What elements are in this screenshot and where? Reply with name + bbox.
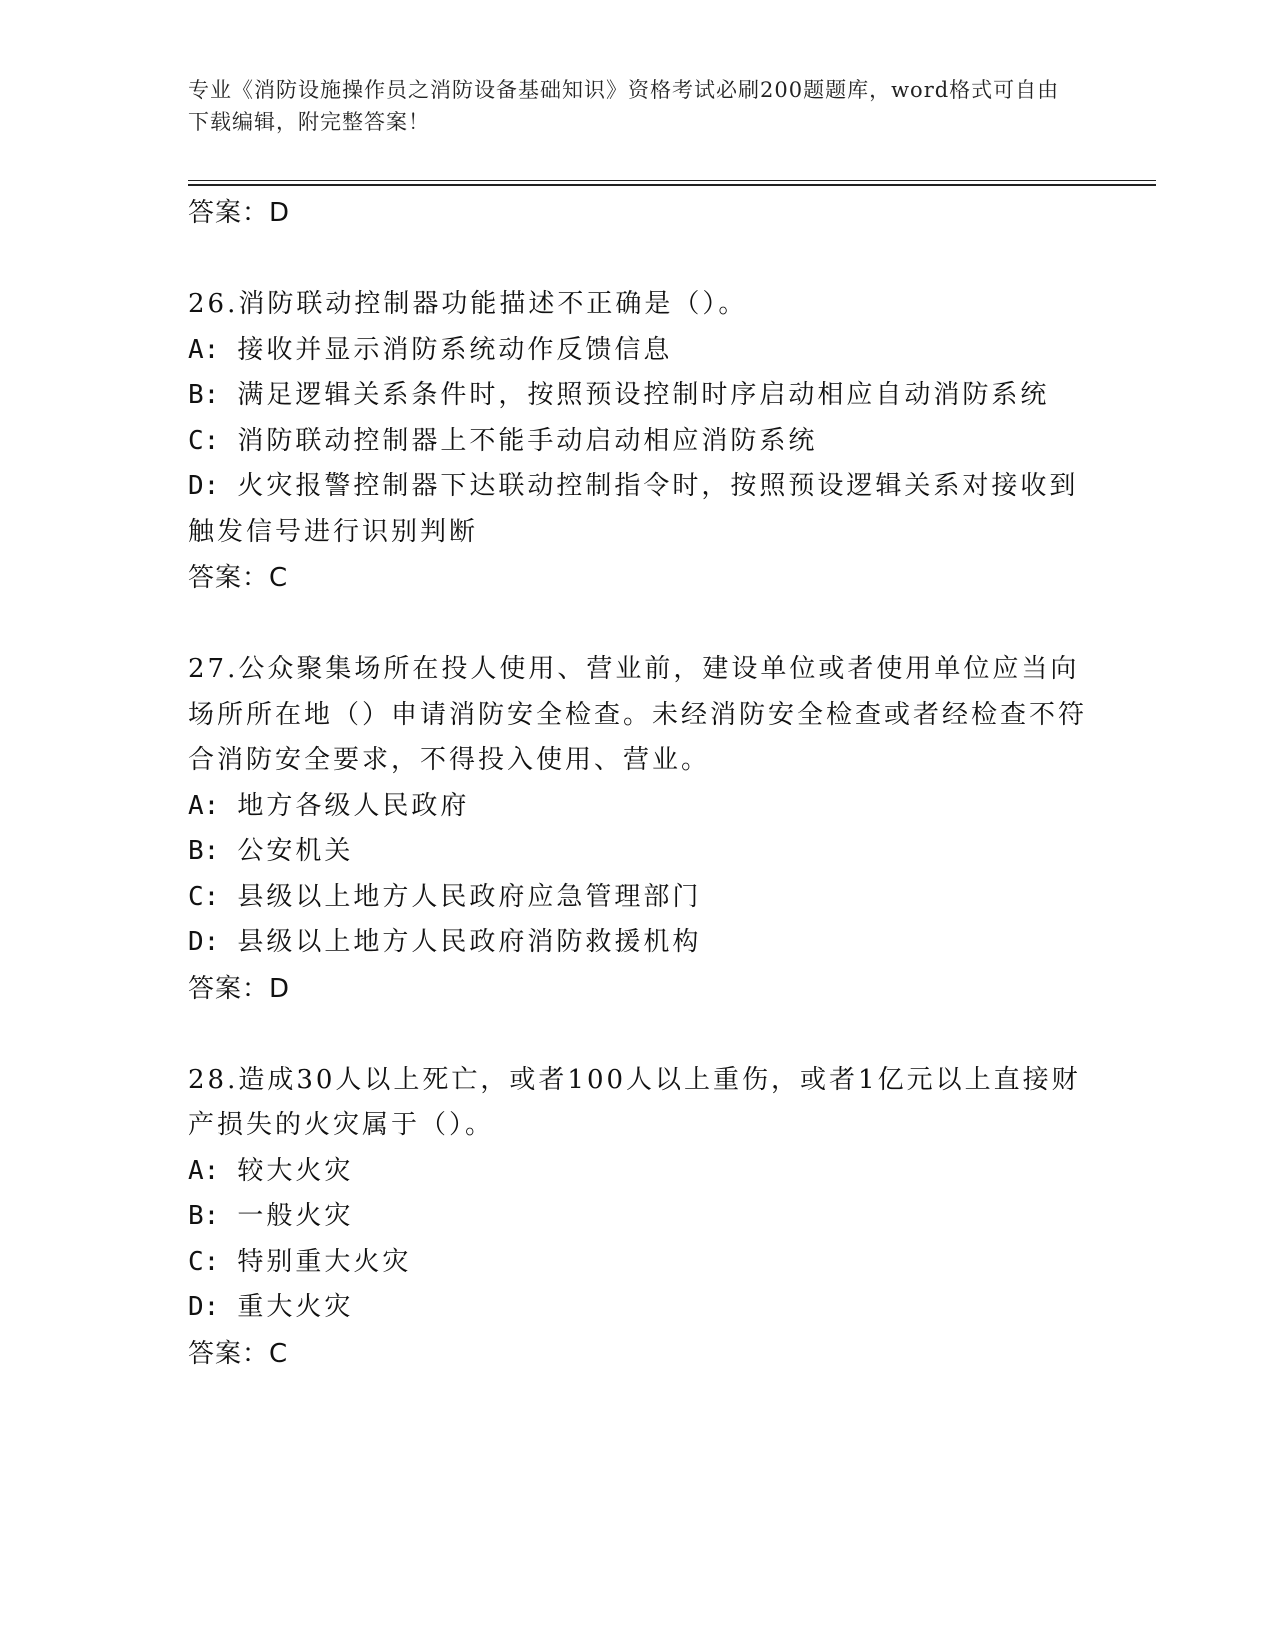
option-letter: C: [188, 1246, 220, 1277]
question-27 [188, 647, 1088, 1012]
option-text: 县级以上地方人民政府应急管理部门 [237, 881, 702, 912]
answer: 答案：D [188, 973, 291, 1004]
option-text: 火灾报警控制器下达联动控制指令时，按照预设逻辑关系对接收到触发信号进行识别判断 [188, 471, 1079, 547]
option-letter: B: [188, 1201, 220, 1231]
option-letter: D: [188, 1292, 220, 1322]
option-b [188, 373, 1088, 419]
option-c [188, 875, 1088, 921]
header-divider-thick [188, 184, 1156, 186]
previous-answer: 答案：D [188, 198, 291, 228]
option-letter: C: [188, 881, 220, 912]
answer: 答案：C [188, 563, 289, 593]
option-a [188, 328, 1088, 374]
question-28 [188, 1058, 1088, 1377]
option-letter: D: [188, 471, 220, 501]
option-text: 接收并显示消防系统动作反馈信息 [237, 334, 673, 365]
option-b [188, 829, 1088, 875]
option-letter: A: [188, 1155, 220, 1186]
option-d [188, 1285, 1088, 1331]
option-letter: A: [188, 790, 220, 821]
option-text: 较大火灾 [237, 1155, 354, 1186]
option-d [188, 920, 1088, 966]
option-letter: B: [188, 380, 220, 410]
question-text: 28.造成30人以上死亡，或者100人以上重伤，或者1亿元以上直接财产损失的火灾属于（）。 [188, 1064, 1081, 1140]
option-letter: D: [188, 927, 220, 957]
option-text: 满足逻辑关系条件时，按照预设控制时序启动相应自动消防系统 [237, 380, 1050, 410]
question-text: 26.消防联动控制器功能描述不正确是（）。 [188, 289, 748, 319]
option-a [188, 784, 1088, 830]
question-list [188, 190, 1088, 1377]
option-c [188, 1240, 1088, 1286]
option-text: 一般火灾 [237, 1201, 354, 1231]
option-letter: B: [188, 836, 220, 866]
document-header: 专业《消防设施操作员之消防设备基础知识》资格考试必刷200题题库，word格式可自由下载编辑，附完整答案！ [188, 78, 1060, 134]
option-text: 特别重大火灾 [237, 1246, 412, 1277]
option-text: 消防联动控制器上不能手动启动相应消防系统 [237, 425, 818, 456]
option-d [188, 464, 1088, 555]
option-a [188, 1149, 1088, 1195]
question-text: 27.公众聚集场所在投人使用、营业前，建设单位或者使用单位应当向场所所在地（）申请消防安全检查。未经消防安全检查或者经检查不符合消防安全要求，不得投入使用、营业。 [188, 654, 1088, 775]
option-letter: A: [188, 334, 220, 365]
header-divider-thin [188, 180, 1156, 181]
answer: 答案：C [188, 1338, 289, 1369]
option-text: 地方各级人民政府 [237, 790, 470, 821]
option-text: 县级以上地方人民政府消防救援机构 [237, 927, 702, 957]
option-text: 公安机关 [237, 836, 354, 866]
option-b [188, 1194, 1088, 1240]
option-letter: C: [188, 425, 220, 456]
option-c [188, 419, 1088, 465]
option-text: 重大火灾 [237, 1292, 354, 1322]
question-26 [188, 282, 1088, 601]
